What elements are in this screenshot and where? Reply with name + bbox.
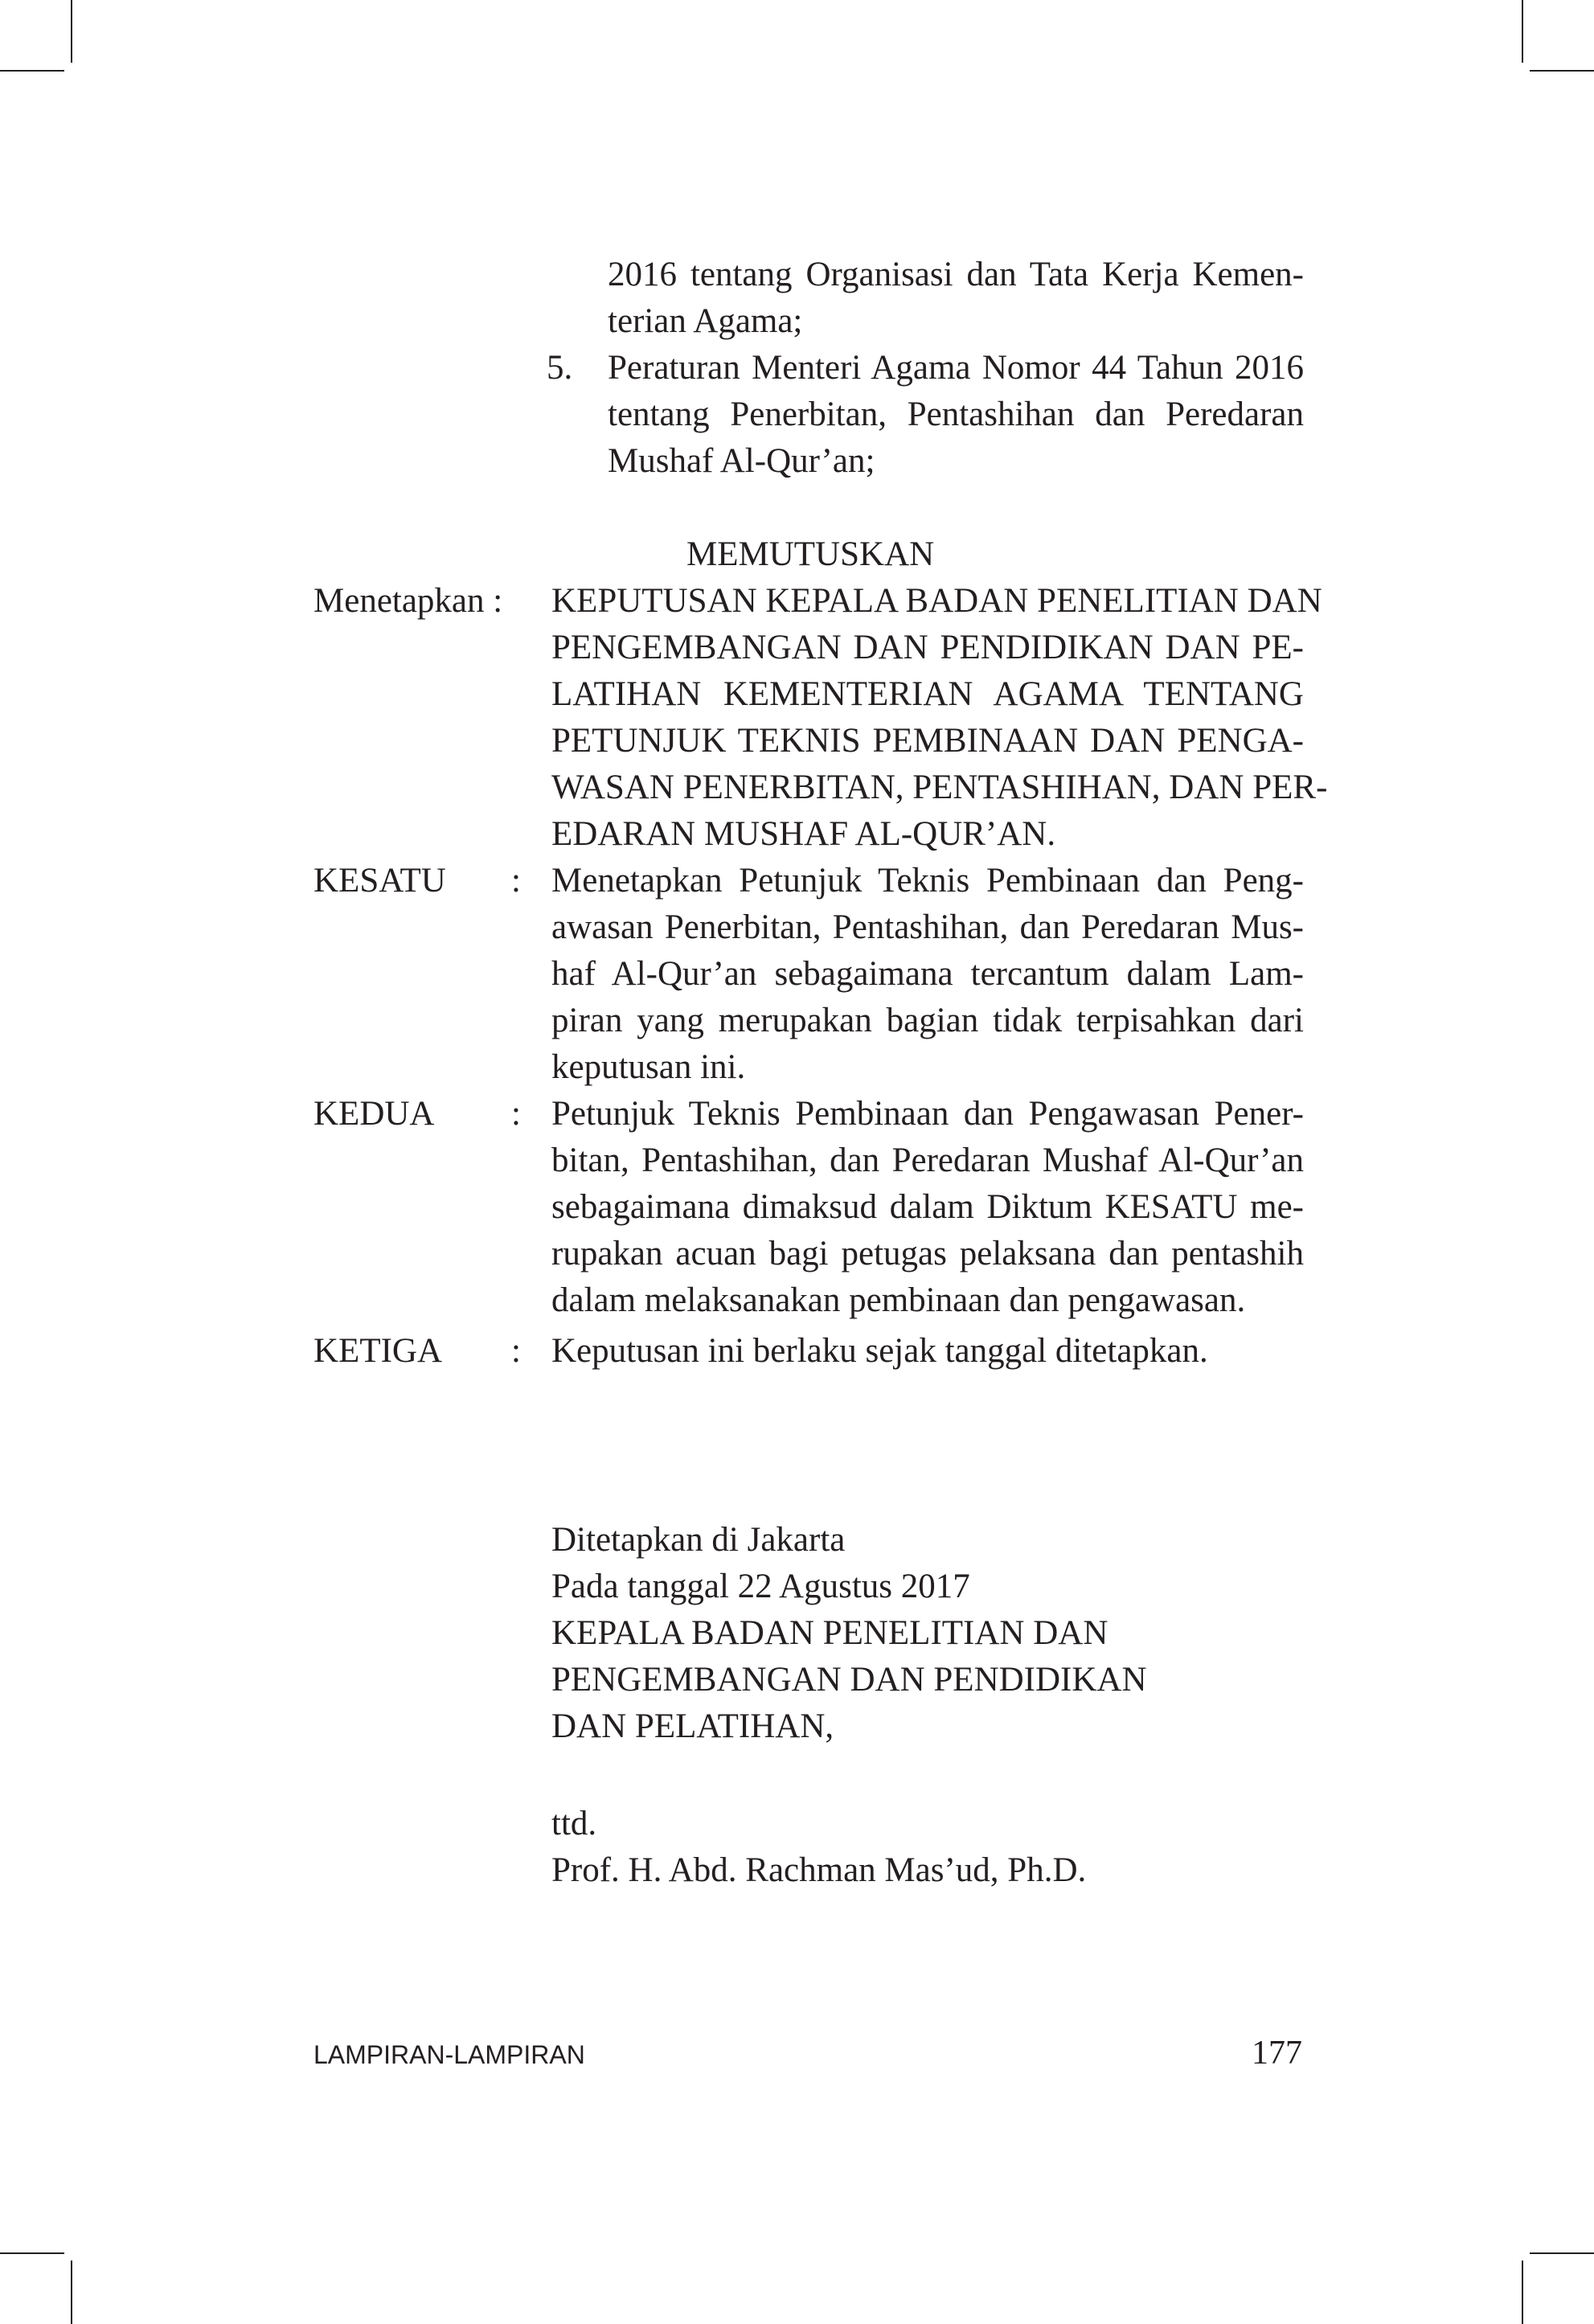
crop-mark-bottom-right bbox=[1522, 2260, 1523, 2324]
kesatu-line: Menetapkan Petunjuk Teknis Pembinaan dan Peng- bbox=[551, 862, 1304, 900]
list-item-line: tentang Penerbitan, Pentashihan dan Peredaran bbox=[608, 396, 1304, 433]
crop-mark-top-right-h bbox=[1530, 70, 1594, 72]
crop-mark-top-left-h bbox=[0, 70, 64, 72]
kedua-label: KEDUA bbox=[313, 1095, 435, 1133]
kesatu-label: KESATU bbox=[313, 862, 446, 900]
menetapkan-line: EDARAN MUSHAF AL-QUR’AN. bbox=[551, 815, 1056, 853]
page-number: 177 bbox=[1252, 2035, 1302, 2072]
menetapkan-line: LATIHAN KEMENTERIAN AGAMA TENTANG bbox=[551, 675, 1304, 713]
running-footer-section: LAMPIRAN-LAMPIRAN bbox=[313, 2040, 585, 2069]
kedua-line: sebagaimana dimaksud dalam Diktum KESATU me- bbox=[551, 1188, 1304, 1226]
kesatu-line: piran yang merupakan bagian tidak terpisahkan dari bbox=[551, 1002, 1304, 1039]
kedua-line: Petunjuk Teknis Pembinaan dan Pengawasan Pener- bbox=[551, 1095, 1304, 1133]
crop-mark-bottom-left bbox=[71, 2260, 72, 2324]
kedua-line: dalam melaksanakan pembinaan dan pengawasan. bbox=[551, 1281, 1246, 1319]
kedua-line: bitan, Pentashihan, dan Peredaran Mushaf Al-Qur’an bbox=[551, 1142, 1304, 1179]
list-item-line: Mushaf Al-Qur’an; bbox=[608, 442, 875, 480]
kedua-colon: : bbox=[511, 1095, 521, 1133]
signature-title-line: KEPALA BADAN PENELITIAN DAN bbox=[551, 1614, 1108, 1652]
menetapkan-line: KEPUTUSAN KEPALA BADAN PENELITIAN DAN bbox=[551, 582, 1322, 620]
kesatu-line: keputusan ini. bbox=[551, 1048, 746, 1086]
crop-mark-top-right bbox=[1522, 0, 1523, 63]
signature-ttd: ttd. bbox=[551, 1805, 597, 1842]
crop-mark-top-left bbox=[71, 0, 72, 63]
menetapkan-label: Menetapkan : bbox=[313, 582, 503, 620]
crop-mark-bottom-right-h bbox=[1530, 2252, 1594, 2254]
signature-place: Ditetapkan di Jakarta bbox=[551, 1521, 846, 1559]
list-item-number: 5. bbox=[547, 349, 573, 387]
kesatu-line: awasan Penerbitan, Pentashihan, dan Peredaran Mus- bbox=[551, 908, 1304, 946]
signature-title-line: PENGEMBANGAN DAN PENDIDIKAN bbox=[551, 1661, 1147, 1699]
kesatu-line: haf Al-Qur’an sebagaimana tercantum dalam Lam- bbox=[551, 955, 1304, 993]
signatory-name: Prof. H. Abd. Rachman Mas’ud, Ph.D. bbox=[551, 1851, 1087, 1889]
signature-title-line: DAN PELATIHAN, bbox=[551, 1707, 834, 1745]
menetapkan-line: WASAN PENERBITAN, PENTASHIHAN, DAN PER- bbox=[551, 769, 1328, 806]
kesatu-colon: : bbox=[511, 862, 521, 900]
crop-mark-bottom-left-h bbox=[0, 2252, 64, 2254]
ketiga-colon: : bbox=[511, 1332, 521, 1370]
list-item-line: Peraturan Menteri Agama Nomor 44 Tahun 2016 bbox=[608, 349, 1304, 387]
menetapkan-line: PENGEMBANGAN DAN PENDIDIKAN DAN PE- bbox=[551, 629, 1304, 666]
signature-date: Pada tanggal 22 Agustus 2017 bbox=[551, 1568, 970, 1605]
ketiga-label: KETIGA bbox=[313, 1332, 443, 1370]
menetapkan-line: PETUNJUK TEKNIS PEMBINAAN DAN PENGA- bbox=[551, 722, 1304, 760]
list-item-continuation-line: terian Agama; bbox=[608, 302, 803, 340]
kedua-line: rupakan acuan bagi petugas pelaksana dan pentashih bbox=[551, 1235, 1304, 1273]
list-item-continuation-line: 2016 tentang Organisasi dan Tata Kerja Kemen- bbox=[608, 256, 1304, 293]
decision-heading: MEMUTUSKAN bbox=[686, 535, 935, 573]
ketiga-line: Keputusan ini berlaku sejak tanggal ditetapkan. bbox=[551, 1332, 1208, 1370]
